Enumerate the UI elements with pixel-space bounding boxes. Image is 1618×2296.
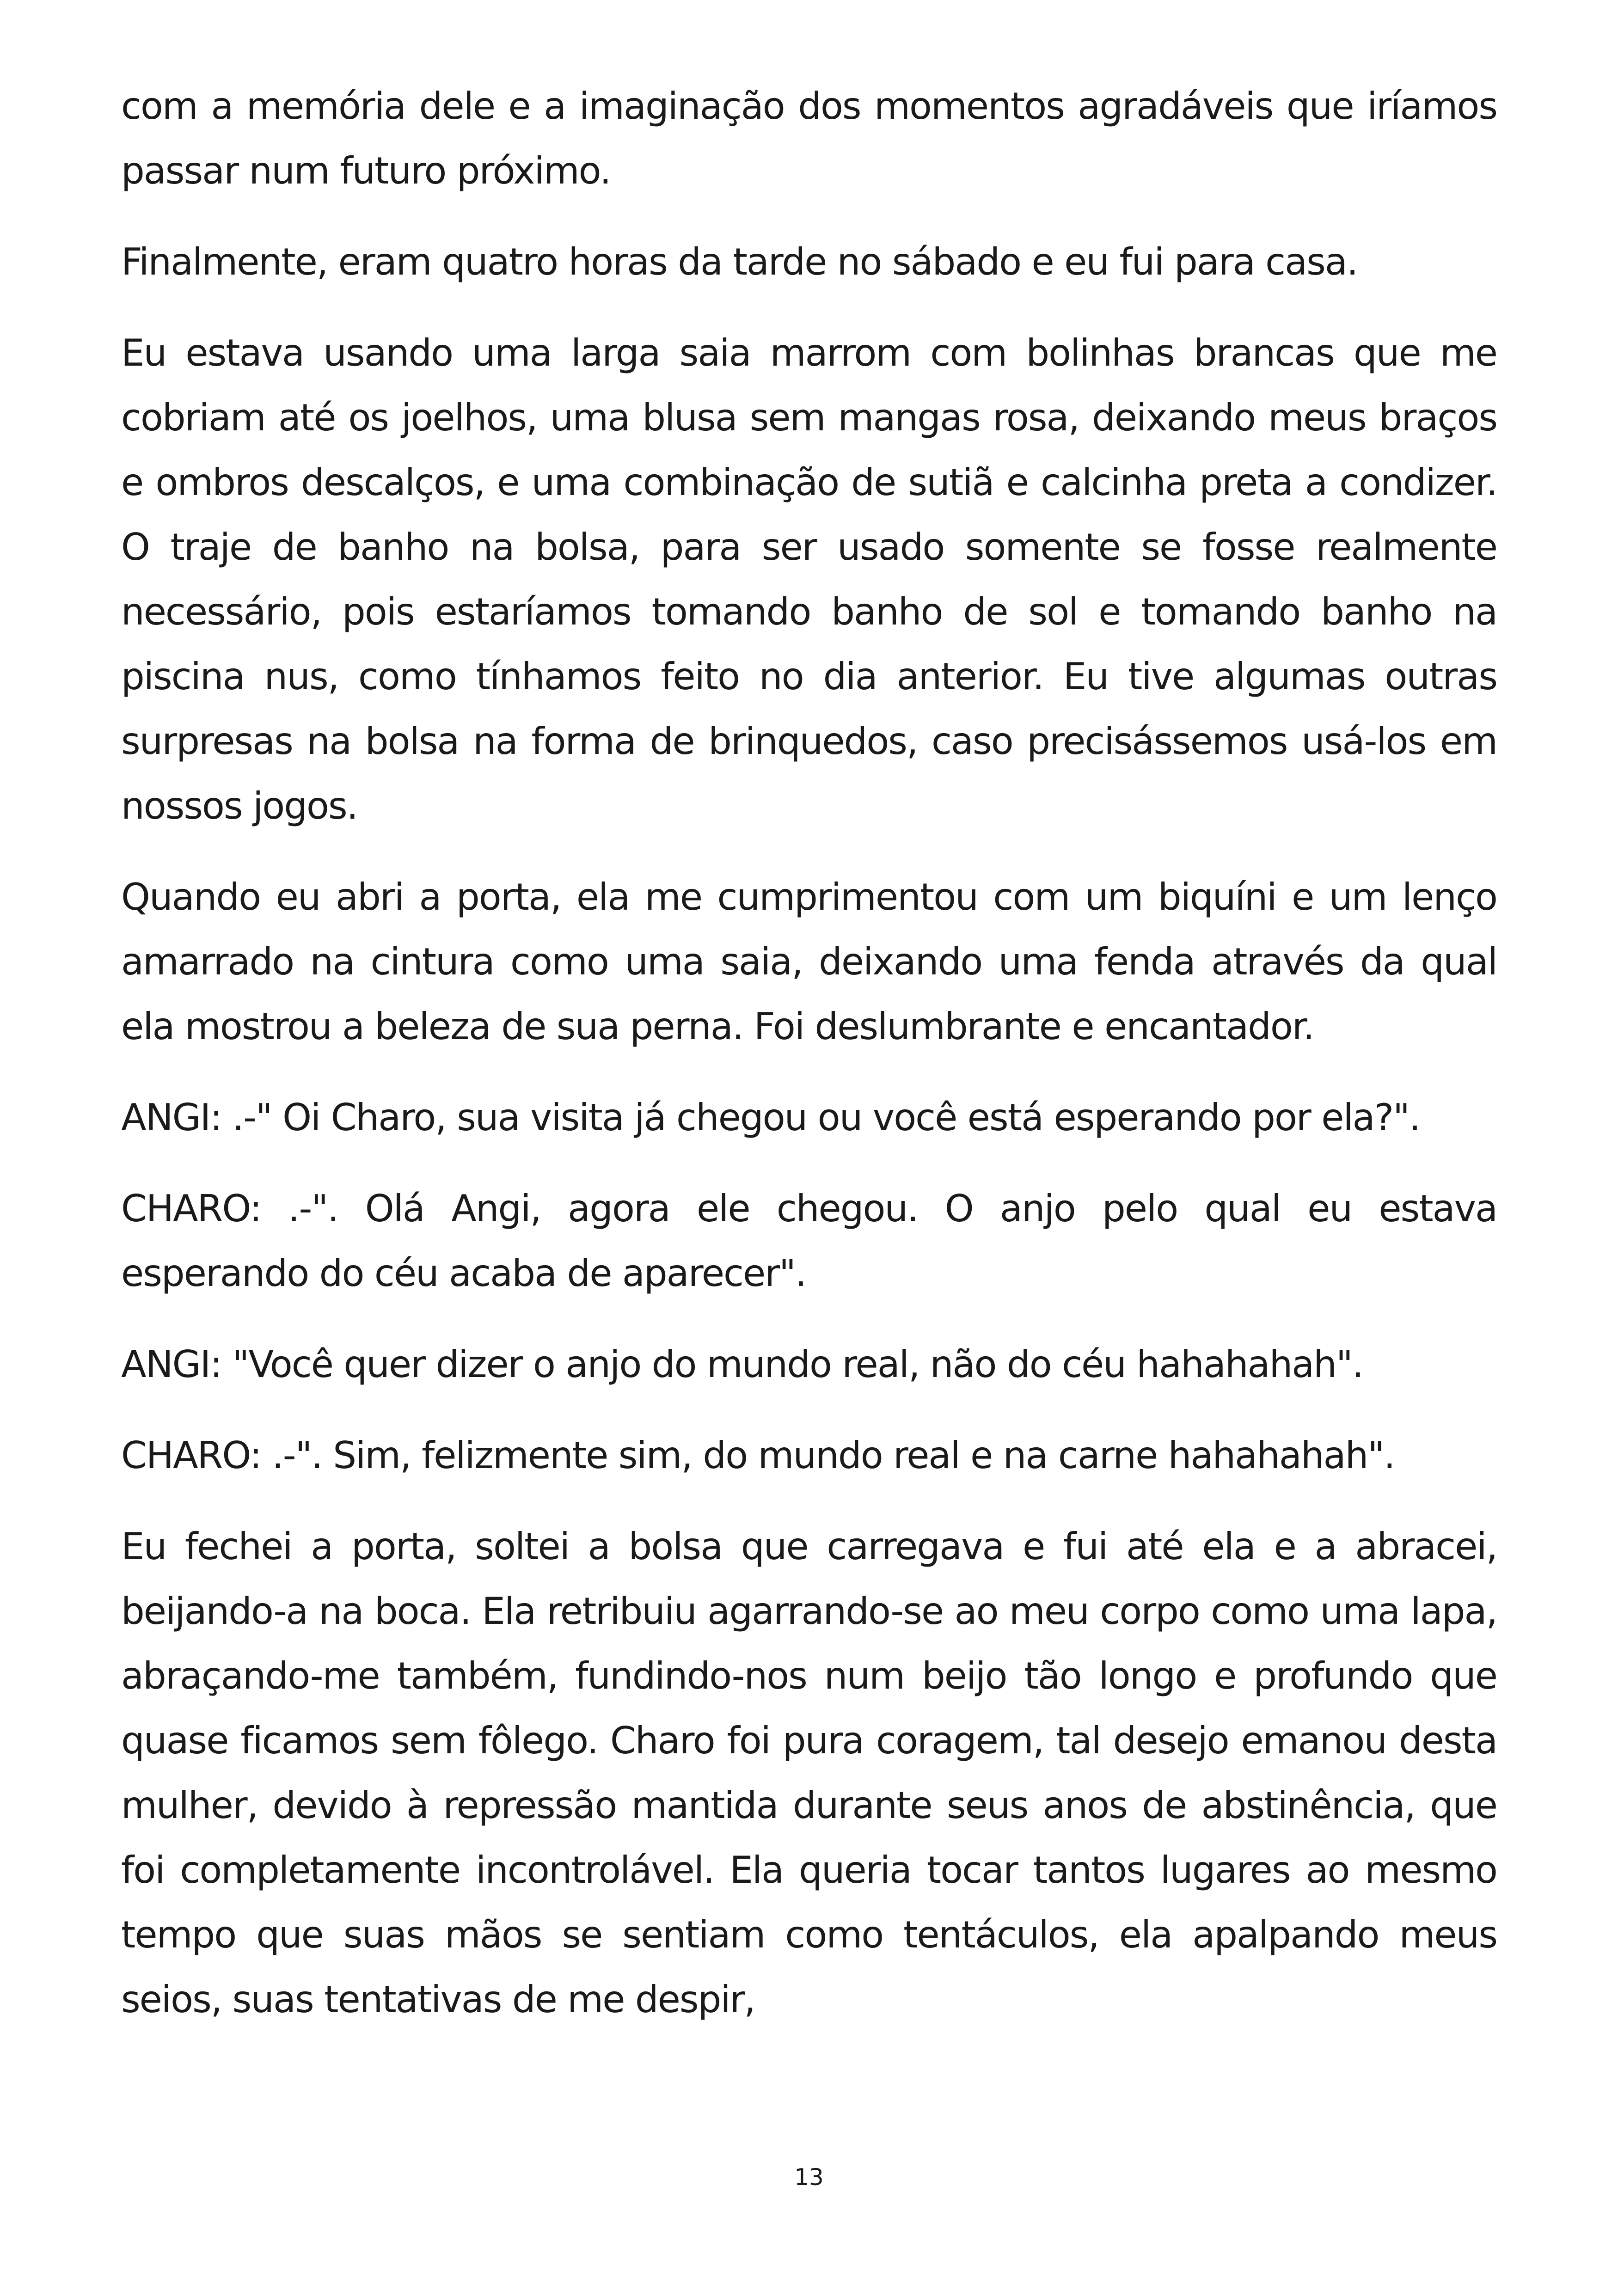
- dialogue-charo-1: CHARO: .-". Olá Angi, agora ele chegou. O anjo pelo qual eu estava esperando do céu acaba de aparecer".: [121, 1187, 1497, 1295]
- paragraph-3: Eu estava usando uma larga saia marrom com bolinhas brancas que me cobriam até os joelhos, uma blusa sem mangas rosa, deixando meus braços e ombros descalços, e uma combinação de sutiã e calcinha preta a condizer. O traje de banho na bolsa, para ser usado somente se fosse realmente necessário, pois estaríamos tomando banho de sol e tomando banho na piscina nus, como tínhamos feito no dia anterior. Eu tive algumas outras surpresas na bolsa na forma de brinquedos, caso precisássemos usá-los em nossos jogos.: [121, 331, 1497, 827]
- paragraph-1: com a memória dele e a imaginação dos momentos agradáveis que iríamos passar num futuro próximo.: [121, 85, 1497, 192]
- paragraph-2: Finalmente, eram quatro horas da tarde no sábado e eu fui para casa.: [121, 240, 1358, 283]
- dialogue-angi-1: ANGI: .-" Oi Charo, sua visita já chegou ou você está esperando por ela?".: [121, 1096, 1420, 1139]
- dialogue-charo-2: CHARO: .-". Sim, felizmente sim, do mundo real e na carne hahahahah".: [121, 1434, 1395, 1477]
- dialogue-angi-2: ANGI: "Você quer dizer o anjo do mundo real, não do céu hahahahah".: [121, 1343, 1363, 1386]
- paragraph-4: Quando eu abri a porta, ela me cumprimentou com um biquíni e um lenço amarrado na cintura como uma saia, deixando uma fenda através da qual ela mostrou a beleza de sua perna. Foi deslumbrante e encantador.: [121, 876, 1497, 1048]
- page-number: 13: [794, 2164, 824, 2191]
- paragraph-9: Eu fechei a porta, soltei a bolsa que carregava e fui até ela e a abracei, beijando-a na boca. Ela retribuiu agarrando-se ao meu corpo como uma lapa, abraçando-me também, fundindo-nos num beijo tão longo e profundo que quase ficamos sem fôlego. Charo foi pura coragem, tal desejo emanou desta mulher, devido à repressão mantida durante seus anos de abstinência, que foi completamente incontrolável. Ela queria tocar tantos lugares ao mesmo tempo que suas mãos se sentiam como tentáculos, ela apalpando meus seios, suas tentativas de me despir,: [121, 1525, 1497, 2021]
- body-text: [121, 74, 1497, 2058]
